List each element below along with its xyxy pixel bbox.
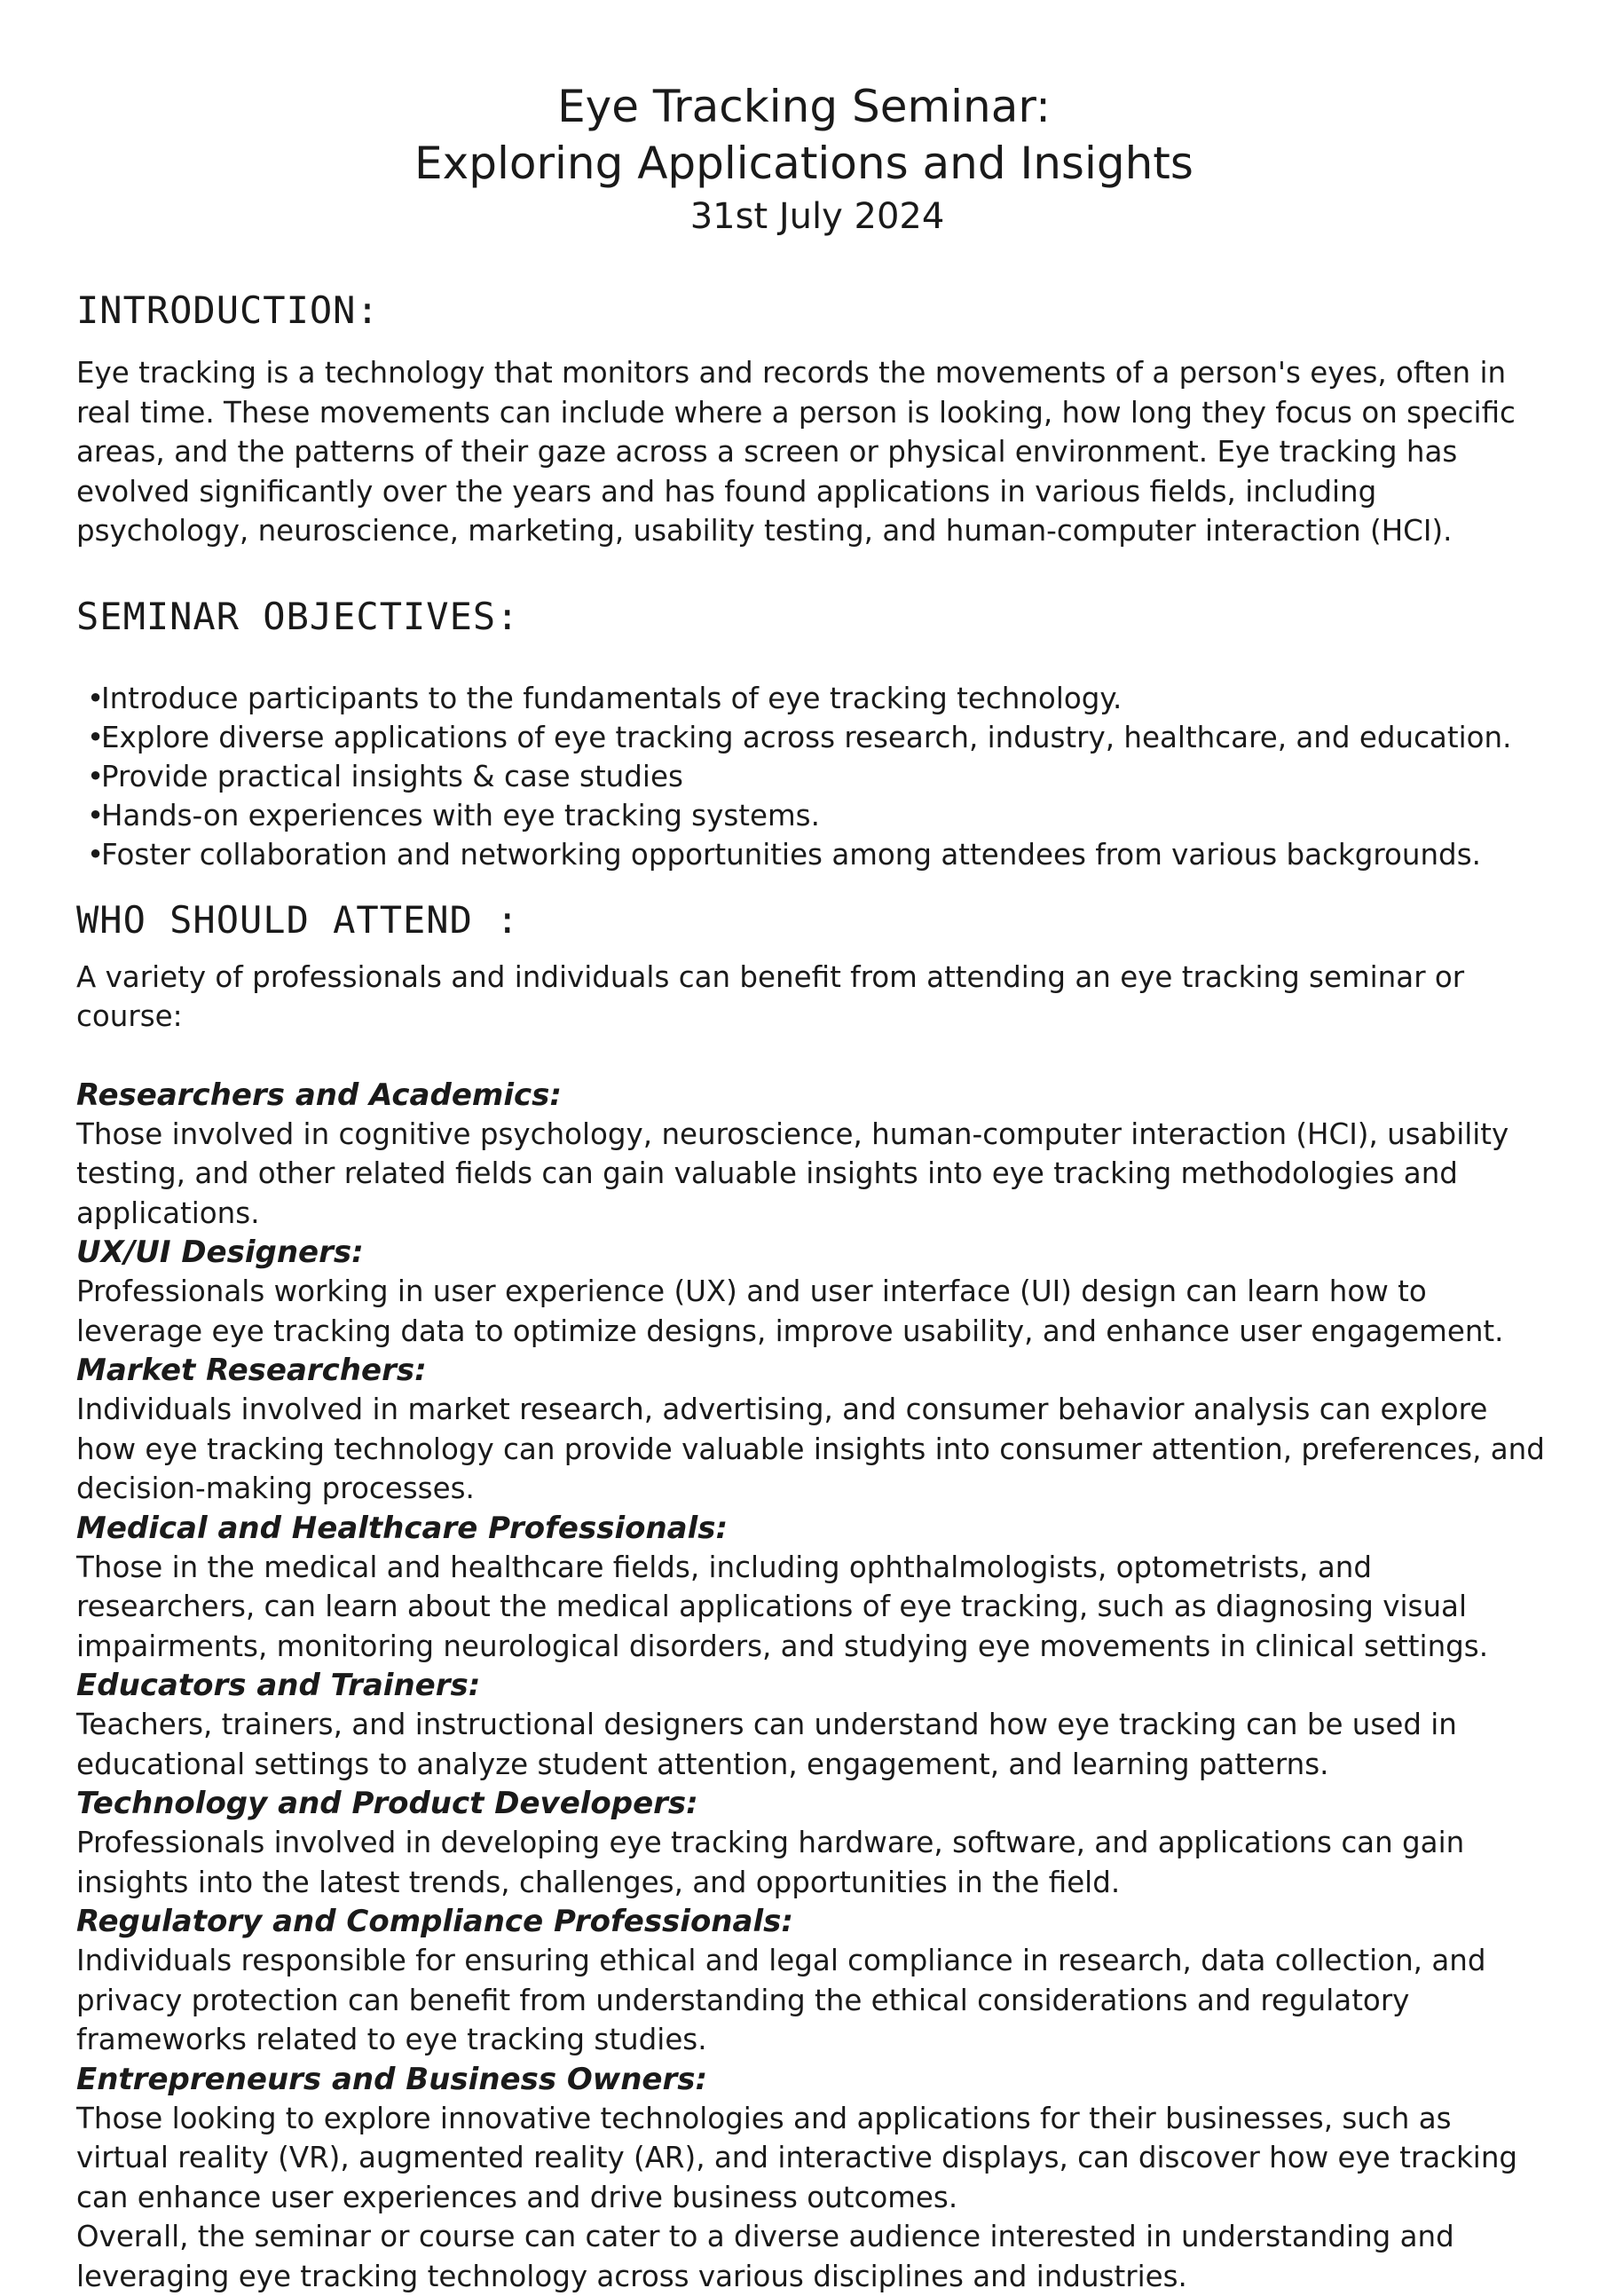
bullet-icon: • bbox=[87, 718, 101, 757]
bullet-icon: • bbox=[87, 757, 101, 796]
role-title: Regulatory and Compliance Professionals: bbox=[76, 1902, 1549, 1941]
role-title: Researchers and Academics: bbox=[76, 1076, 1549, 1115]
role-title: Technology and Product Developers: bbox=[76, 1784, 1549, 1823]
objective-item bbox=[87, 718, 1549, 757]
overall-summary: Overall, the seminar or course can cater to a diverse audience interested in understanding and leveraging eye tracking technology across various disciplines and industries. bbox=[76, 2217, 1549, 2296]
role-title: Educators and Trainers: bbox=[76, 1666, 1549, 1705]
introduction-text: Eye tracking is a technology that monitors and records the movements of a person's eyes, often in real time. These movements can include where a person is looking, how long they focus on specific areas, and the patterns of their gaze across a screen or physical environment. Eye tracking has evolved significantly over the years and has found applications in various fields, including psychology, neuroscience, marketing, usability testing, and human-computer interaction (HCI). bbox=[76, 353, 1549, 551]
role-description: Those in the medical and healthcare fields, including ophthalmologists, optometrists, and researchers, can learn about the medical applications of eye tracking, such as diagnosing visual impairments, monitoring neurological disorders, and studying eye movements in clinical settings. bbox=[76, 1548, 1549, 1667]
audience-roles bbox=[76, 1076, 1549, 2296]
attend-intro-text: A variety of professionals and individuals can benefit from attending an eye tracking seminar or course: bbox=[76, 958, 1549, 1037]
role-description: Professionals working in user experience (UX) and user interface (UI) design can learn how to leverage eye tracking data to optimize designs, improve usability, and enhance user engagement. bbox=[76, 1272, 1549, 1351]
document-page bbox=[76, 78, 1549, 2296]
role-title: Market Researchers: bbox=[76, 1351, 1549, 1390]
objective-text: Hands-on experiences with eye tracking systems. bbox=[101, 799, 820, 832]
objective-item bbox=[87, 757, 1549, 796]
bullet-icon: • bbox=[87, 679, 101, 718]
objective-text: Explore diverse applications of eye tracking across research, industry, healthcare, and education. bbox=[101, 721, 1511, 754]
role-description: Those looking to explore innovative technologies and applications for their businesses, such as virtual reality (VR), augmented reality (AR), and interactive displays, can discover how eye tracking can enhance user experiences and drive business outcomes. bbox=[76, 2099, 1549, 2218]
seminar-date: 31st July 2024 bbox=[76, 192, 1532, 241]
title-line-1: Eye Tracking Seminar: bbox=[76, 78, 1532, 135]
introduction-heading: INTRODUCTION: bbox=[76, 286, 1549, 335]
objectives-heading: SEMINAR OBJECTIVES: bbox=[76, 592, 1549, 642]
objective-item bbox=[87, 835, 1549, 874]
role-title: Entrepreneurs and Business Owners: bbox=[76, 2060, 1549, 2099]
role-description: Individuals involved in market research, advertising, and consumer behavior analysis can explore how eye tracking technology can provide valuable insights into consumer attention, preferences, and decision-making processes. bbox=[76, 1390, 1549, 1509]
bullet-icon: • bbox=[87, 835, 101, 874]
title-block bbox=[76, 78, 1532, 241]
title-line-2: Exploring Applications and Insights bbox=[76, 135, 1532, 192]
role-description: Professionals involved in developing eye tracking hardware, software, and applications can gain insights into the latest trends, challenges, and opportunities in the field. bbox=[76, 1823, 1549, 1902]
objectives-list bbox=[76, 679, 1549, 874]
bullet-icon: • bbox=[87, 796, 101, 835]
objective-text: Provide practical insights & case studies bbox=[101, 760, 683, 793]
role-description: Those involved in cognitive psychology, neuroscience, human-computer interaction (HCI), usability testing, and other related fields can gain valuable insights into eye tracking methodologies and applications. bbox=[76, 1115, 1549, 1234]
role-title: UX/UI Designers: bbox=[76, 1233, 1549, 1272]
objective-item bbox=[87, 679, 1549, 718]
who-should-attend-heading: WHO SHOULD ATTEND : bbox=[76, 896, 1549, 945]
objective-item bbox=[87, 796, 1549, 835]
objective-text: Introduce participants to the fundamentals of eye tracking technology. bbox=[101, 682, 1122, 715]
role-description: Teachers, trainers, and instructional designers can understand how eye tracking can be used in educational settings to analyze student attention, engagement, and learning patterns. bbox=[76, 1705, 1549, 1784]
role-title: Medical and Healthcare Professionals: bbox=[76, 1509, 1549, 1548]
objective-text: Foster collaboration and networking opportunities among attendees from various backgrounds. bbox=[101, 838, 1481, 872]
role-description: Individuals responsible for ensuring ethical and legal compliance in research, data collection, and privacy protection can benefit from understanding the ethical considerations and regulatory frameworks related to eye tracking studies. bbox=[76, 1941, 1549, 2060]
